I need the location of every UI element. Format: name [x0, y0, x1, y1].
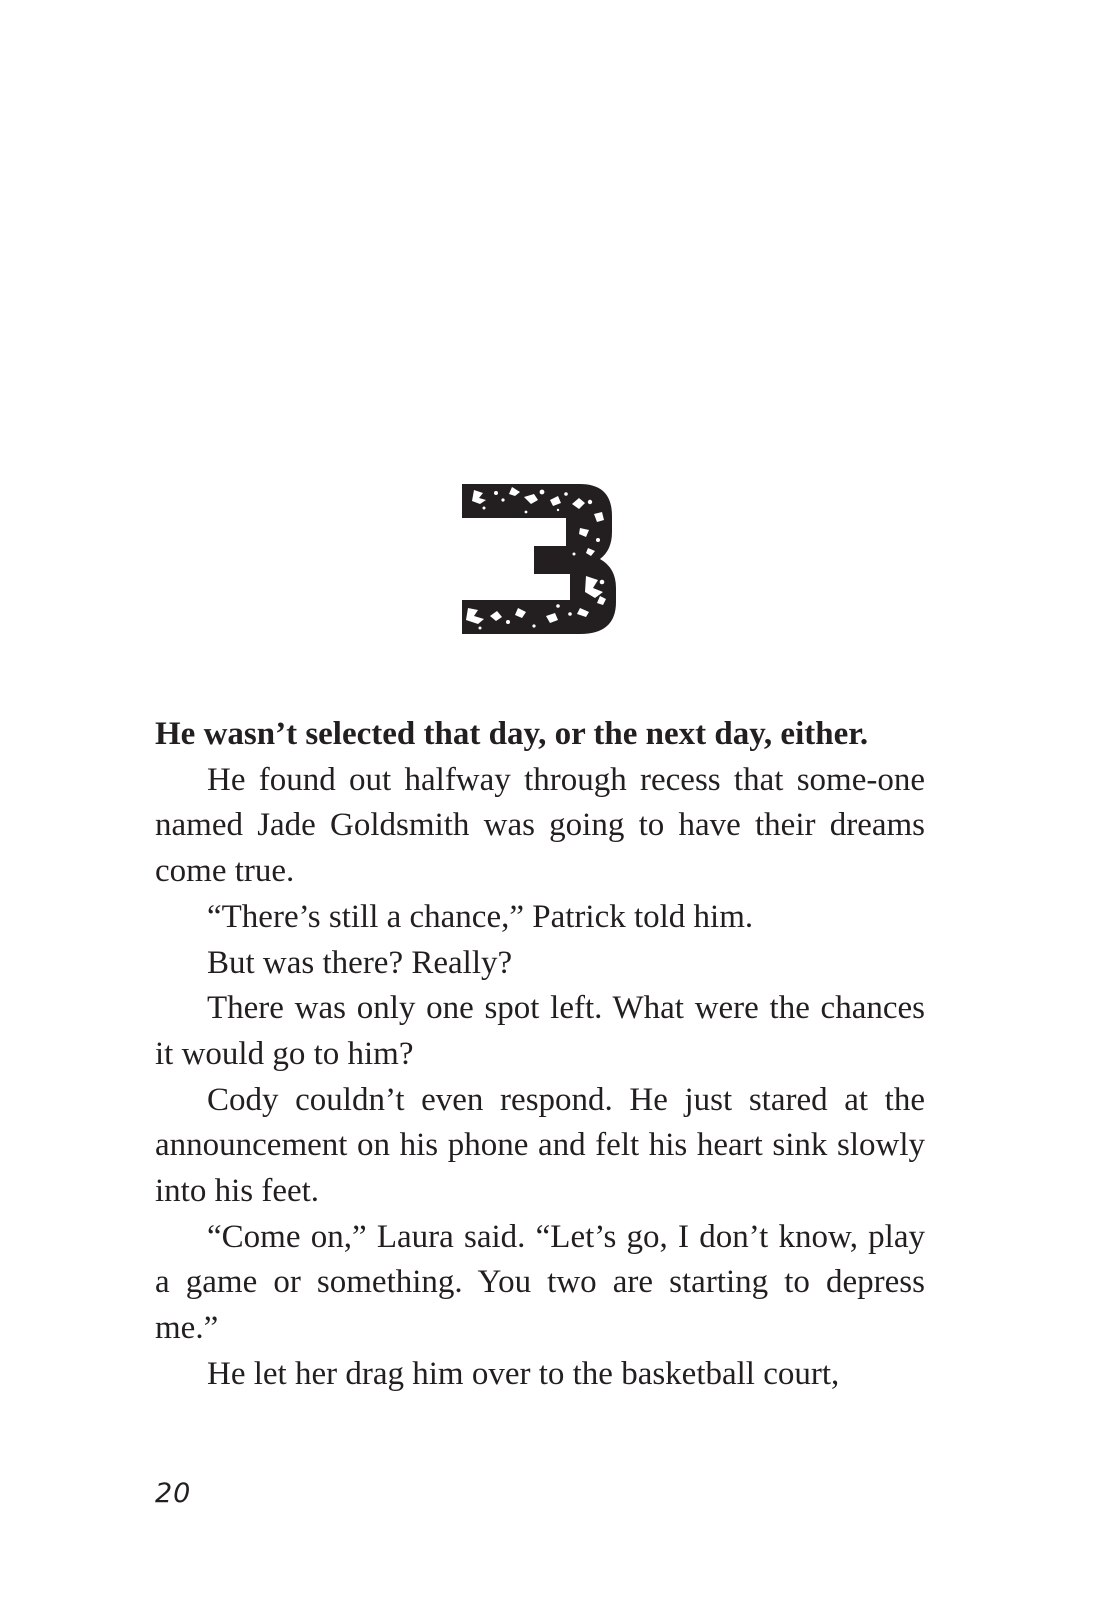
page-number: 20: [155, 1478, 192, 1509]
numeral-three-icon: [462, 484, 620, 634]
opening-paragraph: He wasn’t selected that day, or the next day, either.: [155, 716, 869, 752]
paragraph: He found out halfway through recess that some-one named Jade Goldsmith was going to have their dreams come true.: [155, 761, 925, 890]
paragraph: But was there? Really?: [207, 944, 513, 981]
paragraph: Cody couldn’t even respond. He just stared at the announcement on his phone and felt his heart sink slowly into his feet.: [155, 1081, 925, 1210]
chapter-number-graphic: [462, 484, 620, 634]
paragraph: “Come on,” Laura said. “Let’s go, I don’t know, play a game or something. You two are starting to depress me.”: [155, 1218, 925, 1347]
paragraph: He let her drag him over to the basketball court,: [207, 1355, 840, 1392]
chapter-body-text: [155, 712, 925, 1398]
paragraph: There was only one spot left. What were the chances it would go to him?: [155, 990, 925, 1072]
paragraph: “There’s still a chance,” Patrick told him.: [207, 898, 754, 935]
